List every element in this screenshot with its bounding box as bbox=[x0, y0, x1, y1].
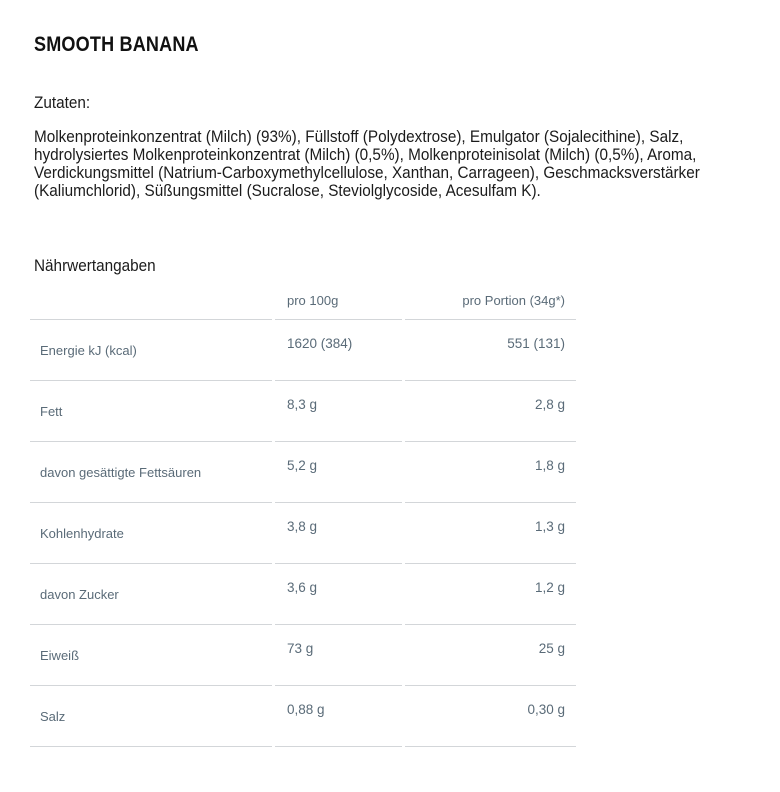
per-portion-value: 25 g bbox=[538, 641, 565, 656]
table-row bbox=[30, 686, 576, 747]
nutrient-cell bbox=[30, 564, 272, 625]
nutrition-table-header bbox=[30, 282, 576, 320]
per-100g-value: 0,88 g bbox=[287, 702, 325, 717]
header-label-per-portion: pro Portion (34g*) bbox=[462, 293, 565, 308]
nutrient-label: davon Zucker bbox=[40, 587, 119, 602]
per-portion-cell bbox=[405, 381, 576, 442]
per-portion-value: 551 (131) bbox=[507, 336, 565, 351]
nutrient-label: Energie kJ (kcal) bbox=[40, 343, 137, 358]
per-portion-value: 1,3 g bbox=[534, 519, 565, 534]
ingredients-heading: Zutaten: bbox=[34, 93, 91, 112]
header-cell-per-portion bbox=[405, 282, 576, 320]
nutrient-cell bbox=[30, 625, 272, 686]
table-row bbox=[30, 320, 576, 381]
header-cell-nutrient bbox=[30, 282, 272, 320]
per-100g-cell bbox=[275, 442, 402, 503]
nutrient-label: Eiweiß bbox=[40, 648, 80, 663]
per-100g-value: 5,2 g bbox=[287, 458, 318, 473]
per-100g-value: 73 g bbox=[287, 641, 314, 656]
per-portion-cell bbox=[405, 686, 576, 747]
nutrition-table bbox=[30, 282, 576, 747]
nutrient-cell bbox=[30, 320, 272, 381]
nutrient-cell bbox=[30, 503, 272, 564]
per-portion-value: 2,8 g bbox=[534, 397, 565, 412]
per-portion-value: 1,8 g bbox=[534, 458, 565, 473]
per-portion-value: 0,30 g bbox=[527, 702, 565, 717]
per-100g-cell bbox=[275, 686, 402, 747]
nutrient-cell bbox=[30, 381, 272, 442]
per-portion-value: 1,2 g bbox=[534, 580, 565, 595]
product-title: SMOOTH BANANA bbox=[34, 33, 199, 56]
table-row bbox=[30, 503, 576, 564]
per-100g-cell bbox=[275, 320, 402, 381]
nutrition-heading: Nährwertangaben bbox=[34, 256, 156, 275]
nutrient-cell bbox=[30, 442, 272, 503]
per-portion-cell bbox=[405, 564, 576, 625]
nutrient-cell bbox=[30, 686, 272, 747]
per-portion-cell bbox=[405, 625, 576, 686]
per-100g-cell bbox=[275, 564, 402, 625]
table-row bbox=[30, 442, 576, 503]
per-100g-value: 3,6 g bbox=[287, 580, 318, 595]
header-label-per-100g: pro 100g bbox=[287, 293, 339, 308]
per-100g-value: 8,3 g bbox=[287, 397, 318, 412]
header-cell-per-100g bbox=[275, 282, 402, 320]
nutrient-label: Fett bbox=[40, 404, 63, 419]
per-100g-value: 3,8 g bbox=[287, 519, 318, 534]
table-row bbox=[30, 625, 576, 686]
per-portion-cell bbox=[405, 320, 576, 381]
table-row bbox=[30, 564, 576, 625]
ingredients-text: Molkenproteinkonzentrat (Milch) (93%), Füllstoff (Polydextrose), Emulgator (Sojalecithine), Salz, hydrolysiertes Molkenproteinkonzentrat (Milch) (0,5%), Molkenproteinisolat (Milch) (0,5%), Aroma, Verdickungsmittel (Natrium-Carboxymethylcellulose, Xanthan, Carrageen), Geschmacksverstärker (Kaliumchlorid), Süßungsmittel (Sucralose, Steviolglycoside, Acesulfam K). bbox=[34, 127, 700, 200]
per-portion-cell bbox=[405, 503, 576, 564]
nutrient-label: Salz bbox=[40, 709, 66, 724]
per-100g-cell bbox=[275, 381, 402, 442]
per-100g-cell bbox=[275, 625, 402, 686]
per-100g-value: 1620 (384) bbox=[287, 336, 353, 351]
nutrient-label: davon gesättigte Fettsäuren bbox=[40, 465, 202, 480]
per-portion-cell bbox=[405, 442, 576, 503]
nutrient-label: Kohlenhydrate bbox=[40, 526, 124, 541]
per-100g-cell bbox=[275, 503, 402, 564]
table-row bbox=[30, 381, 576, 442]
